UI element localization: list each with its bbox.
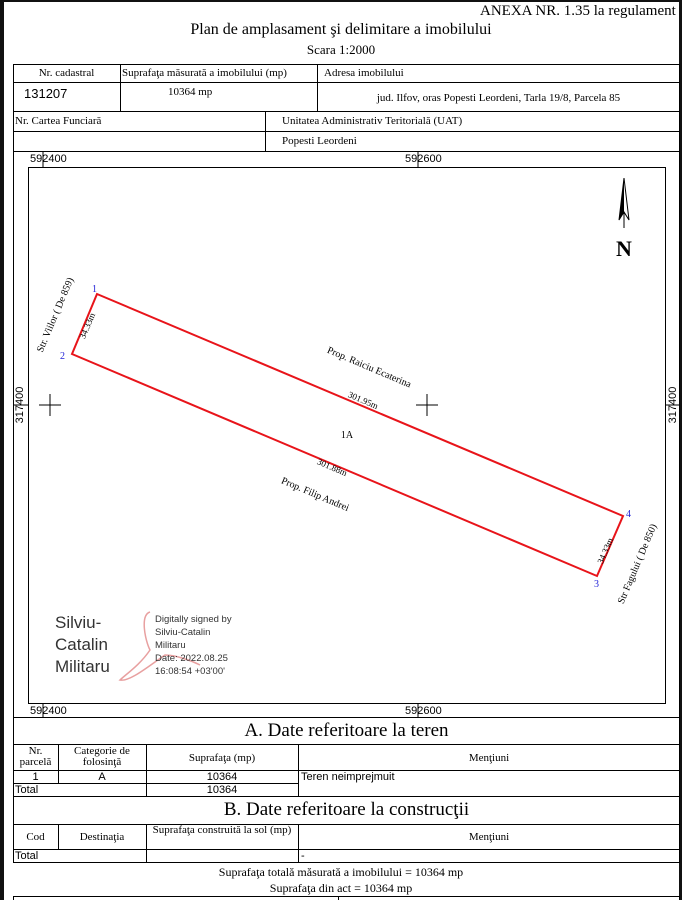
signature-name — [55, 612, 110, 678]
adresa-value: jud. Ilfov, oras Popesti Leordeni, Tarla 19/8, Parcela 85 — [376, 92, 621, 104]
parcel-label: 1A — [340, 430, 354, 441]
coord-x-top-right: 592600 — [405, 153, 442, 165]
section-b-title: B. Date referitoare la construcţii — [223, 799, 470, 820]
carte-funciara-label: Nr. Cartea Funciară — [15, 115, 102, 127]
total-label: Total — [15, 850, 39, 862]
coord-x-bottom-right: 592600 — [405, 705, 442, 717]
point-label: 1 — [92, 284, 97, 295]
bottom-table — [13, 896, 680, 900]
header-nr-parcela: Nr. parcelă — [19, 745, 52, 768]
nr-cadastral-label: Nr. cadastral — [38, 67, 95, 79]
map-element: Date: 2022.08.25 — [155, 653, 228, 664]
header-suprafata: Suprafaţa (mp) — [188, 752, 256, 764]
header-cod: Cod — [26, 831, 45, 843]
grid-cross-icon — [39, 394, 61, 416]
parcel-nr: 1 — [32, 771, 39, 783]
map-element: Militaru — [55, 657, 110, 676]
point-label: 3 — [594, 579, 599, 590]
scale-label: Scara 1:2000 — [306, 42, 376, 57]
grid-cross-icon — [416, 394, 438, 416]
map-element: Catalin — [55, 635, 108, 654]
header-mentiuni: Menţiuni — [468, 752, 510, 764]
uat-value: Popesti Leordeni — [282, 135, 357, 147]
side-length-label: 301.95m — [346, 389, 380, 412]
coord-y-right: 317400 — [667, 386, 679, 424]
header-suprafata-construita: Suprafaţa construită la sol (mp) — [152, 824, 292, 836]
parcel-mentiuni: Teren neimprejmuit — [301, 771, 395, 783]
table-divider — [13, 824, 680, 825]
parcel-suprafata: 10364 — [206, 771, 238, 783]
point-label: 2 — [60, 351, 65, 362]
neighbor-label: Prop. Raiciu Ecaterina — [325, 345, 413, 391]
header-destinatia: Destinaţia — [79, 831, 125, 843]
nr-cadastral-value: 131207 — [24, 86, 68, 101]
suprafata-value: 10364 mp — [168, 86, 213, 98]
side-length-label: 34.33m — [595, 536, 616, 566]
map-element: 16:08:54 +03'00' — [155, 666, 225, 677]
map-element: Digitally signed by — [155, 614, 232, 625]
side-length-label: 34.33m — [77, 311, 98, 341]
annex-label: ANEXA NR. 1.35 la regulament — [480, 3, 676, 19]
neighbor-label: Prop. Filip Andrei — [279, 475, 351, 514]
parcel-categorie: A — [98, 771, 106, 783]
header-categorie: Categorie de folosinţă — [74, 745, 130, 768]
coord-y-left: 317400 — [14, 386, 26, 424]
map-element: Silviu- — [55, 613, 102, 632]
map-element: Silviu-Catalin — [155, 627, 211, 638]
north-arrow-icon — [619, 178, 629, 228]
summary-total: Suprafaţa totală măsurată a imobilului = 10364 mp — [218, 865, 464, 879]
signature-details — [155, 613, 232, 678]
total-mentiuni: - — [301, 850, 305, 862]
document-title: Plan de amplasament şi delimitare a imobilului — [190, 21, 492, 38]
road-label: Str Fagului ( De 850) — [615, 522, 660, 606]
header-mentiuni: Menţiuni — [468, 831, 510, 843]
total-suprafata: 10364 — [206, 784, 238, 796]
coord-x-top-left: 592400 — [30, 153, 67, 165]
north-label: N — [616, 236, 632, 261]
road-label: Str. Viilor ( De 859) — [34, 276, 77, 355]
total-label: Total — [15, 784, 39, 796]
coord-x-bottom-left: 592400 — [30, 705, 67, 717]
table-divider — [13, 849, 680, 850]
side-length-label: 301.88m — [315, 456, 349, 479]
table-divider — [298, 824, 299, 862]
point-label: 4 — [626, 509, 631, 520]
map-element: Militaru — [155, 640, 186, 651]
map-element — [35, 276, 659, 606]
uat-label: Unitatea Administrativ Teritorială (UAT) — [282, 115, 463, 127]
summary-act: Suprafaţa din act = 10364 mp — [269, 881, 413, 895]
suprafata-label: Suprafaţa măsurată a imobilului (mp) — [122, 67, 287, 79]
adresa-label: Adresa imobilului — [324, 67, 404, 79]
table-divider — [338, 896, 339, 900]
section-a-title: A. Date referitoare la teren — [244, 720, 449, 741]
